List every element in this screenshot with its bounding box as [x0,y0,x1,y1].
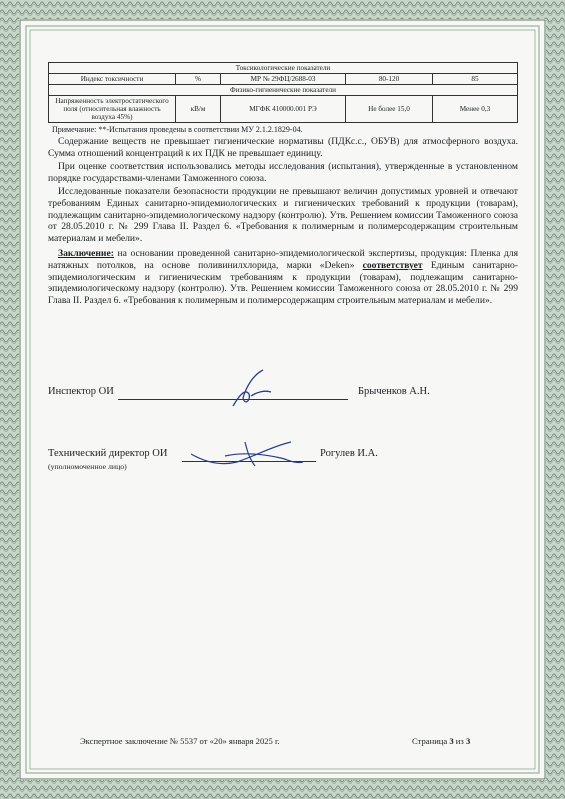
paragraph-norms: Содержание веществ не превышает гигиенические нормативы (ПДКс.с., ОБУВ) для атмосферного воздуха. Сумма отношений концентраций к их ПДК не превышает единицу. [48,136,518,159]
page-number: 3 [449,736,454,746]
director-signature [185,432,315,477]
table-cell: Не более 15,0 [346,96,433,123]
page-prefix: Страница [412,736,450,746]
inspector-title: Инспектор ОИ [48,386,114,397]
conclusion-verdict: соответствует [362,259,423,271]
table-cell: Менее 0,3 [433,96,518,123]
results-table [48,62,518,123]
page-total: 3 [465,736,471,746]
table-note: Примечание: **-Испытания проведены в соответствии МУ 2.1.2.1829-04. [52,125,303,134]
director-title: Технический директор ОИ [48,448,168,459]
table-cell: % [176,74,221,85]
paragraph-indicators: Исследованные показатели безопасности продукции не превышают величин допустимых уровней и отвечают требованиям Единых санитарно-эпидемиологических и гигиенических требований к продукции (товарам), подлежащим санитарно-эпидемиологическому надзору (контролю). Утв. Решением комиссии Таможенного союза от 28.05.2010 г. № 299 Глава II. Раздел 6. «Требования к полимерным и полимерсодержащим строительным материалам и мебели». [48,186,518,244]
table-row [49,74,518,85]
footer-document-ref: Экспертное заключение № 5537 от «20» января 2025 г. [80,736,280,746]
director-name: Рогулев И.А. [320,448,378,459]
paragraph-conclusion [48,248,518,306]
table-cell: 85 [433,74,518,85]
paragraph-methods: При оценке соответствия использовались методы исследования (испытания), утвержденные в установленном порядке государствами-членами Таможенного союза. [48,161,518,184]
inspector-name: Брыченков А.Н. [358,386,430,397]
inspector-signature [225,366,285,416]
director-subtitle: (уполномоченное лицо) [48,462,127,471]
table-cell: 80-120 [346,74,433,85]
page-mid: из [453,736,466,746]
conclusion-text-b: Единым санитарно-эпидемиологическим и гигиеническим требованиям к продукции (товарам), подлежащим санитарно-эпидемиологическому надзору (контролю). Утв. Решением комиссии Таможенного союза от 28.05.2010 г. № 299 Глава II. Раздел 6. «Требования к полимерным и полимерсодержащим строительным материалам и мебели». [48,259,519,306]
section-toxicology: Токсикологические показатели [49,63,518,74]
table-cell: МР № 29ФЦ/2688-03 [221,74,346,85]
table-cell: Индекс токсичности [49,74,176,85]
table-cell: МГФК 410000.001 РЭ [221,96,346,123]
document-body [48,62,518,306]
table-cell: Напряженность электростатического поля (относительная влажность воздуха 45%) [49,96,176,123]
conclusion-text-a: на основании проведенной санитарно-эпидемиологической экспертизы, продукция: Пленка для натяжных потолков, на основе поливинилхлорида, марки «Deken» [48,248,518,271]
table-row [49,96,518,123]
table-cell: кВ/м [176,96,221,123]
footer-page-counter [412,736,470,746]
section-physical: Физико-гигиенические показатели [49,85,518,96]
conclusion-label: Заключение: [58,248,114,260]
